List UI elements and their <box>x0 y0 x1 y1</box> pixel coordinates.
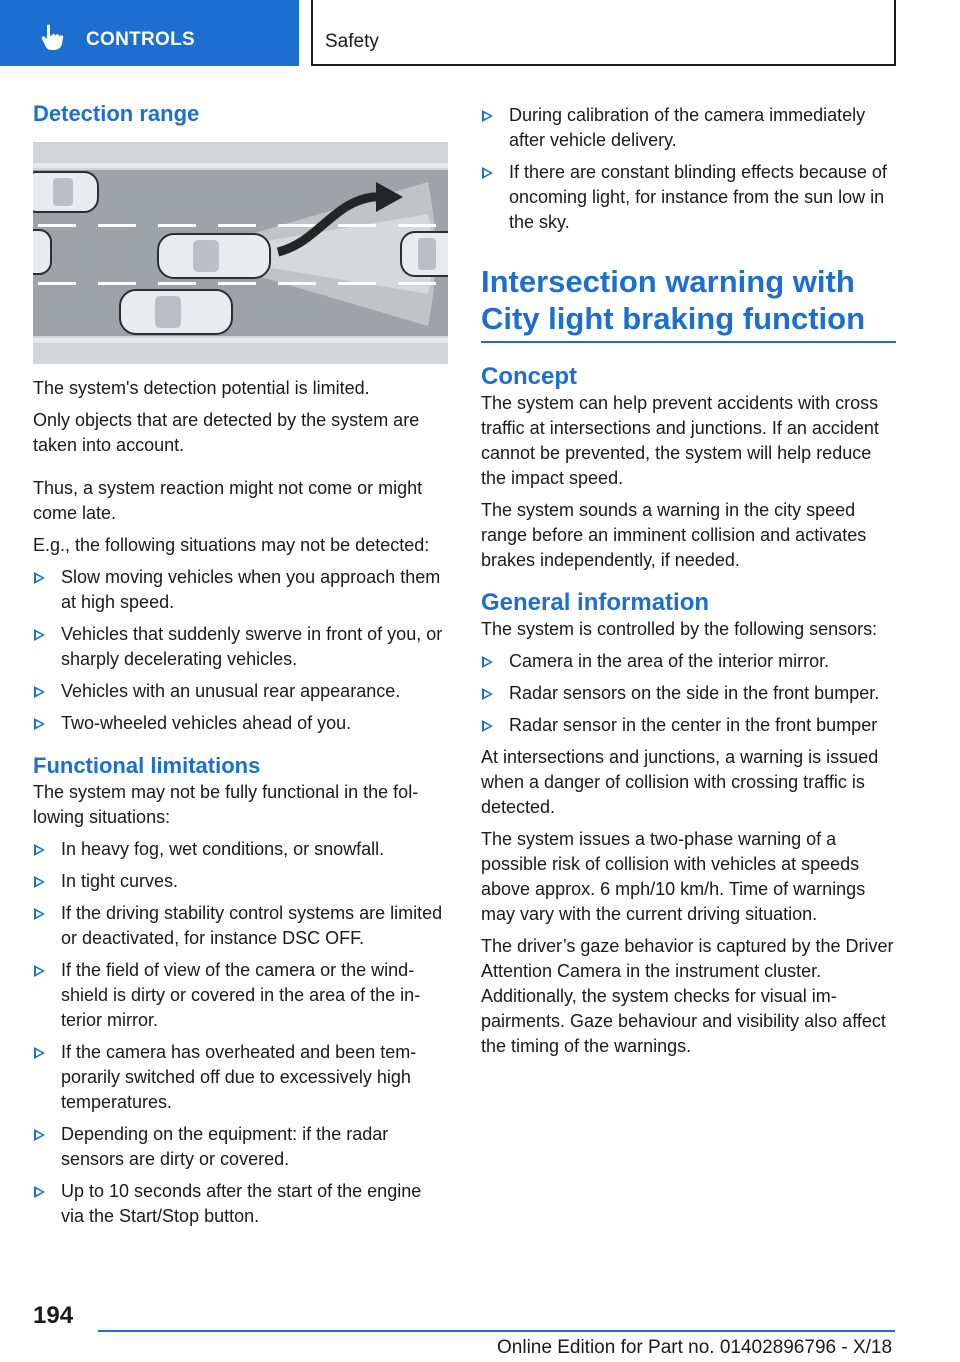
paragraph: Thus, a system reaction might not come or might come late. <box>33 478 423 523</box>
list-item: Depending on the equipment: if the radar sensors are dirty or covered. <box>33 1122 448 1172</box>
list-item: In tight curves. <box>33 869 448 894</box>
triangle-bullet-icon <box>34 965 45 977</box>
left-column <box>33 100 448 1236</box>
paragraph: E.g., the following situations may not be detected: <box>33 535 430 555</box>
list-item: In heavy fog, wet conditions, or snowfall. <box>33 837 448 862</box>
triangle-bullet-icon <box>34 572 45 584</box>
list-item: During calibration of the camera immediately after vehicle delivery. <box>481 103 896 153</box>
paragraph: The system can help prevent accidents with cross traffic at intersections and junctions. If an accident cannot be prevented, the system will help reduce the impact speed. <box>481 393 879 488</box>
paragraph: The system may not be fully functional in the following situations: <box>33 782 419 827</box>
triangle-bullet-icon <box>34 629 45 641</box>
chapter-tab[interactable] <box>0 0 299 66</box>
list-item: Slow moving vehicles when you approach them at high speed. <box>33 565 448 615</box>
list-item: Camera in the area of the interior mirror. <box>481 649 896 674</box>
triangle-bullet-icon <box>34 1047 45 1059</box>
triangle-bullet-icon <box>34 686 45 698</box>
list-item: If the driving stability control systems are limited or deactivated, for instance DSC OFF. <box>33 901 448 951</box>
paragraph: At intersections and junctions, a warning is issued when a danger of collision with crossing traffic is detected. <box>481 747 879 817</box>
paragraph: The system is controlled by the following sensors: <box>481 619 878 639</box>
list-sensors <box>481 649 896 738</box>
paragraph: The system's detection potential is limited. <box>33 378 370 398</box>
triangle-bullet-icon <box>34 718 45 730</box>
footer-rule <box>98 1330 895 1332</box>
header-divider <box>311 0 313 66</box>
section-title-rule <box>481 341 896 343</box>
triangle-bullet-icon <box>34 876 45 888</box>
list-functional-limitations-continued <box>481 103 896 235</box>
triangle-bullet-icon <box>34 844 45 856</box>
section-title: Intersection warning with City light braking function <box>481 264 866 336</box>
paragraph: The driver’s gaze behavior is captured by the Driver Attention Camera in the instrument cluster. Additionally, the system checks for visual impairments. Gaze behaviour and visibility also affect the timing of the warnings. <box>481 936 894 1056</box>
heading-detection-range: Detection range <box>33 101 200 126</box>
triangle-bullet-icon <box>482 656 493 668</box>
list-item: If there are constant blinding effects because of oncoming light, for instance from the sun low in the sky. <box>481 160 896 235</box>
hand-icon <box>38 22 68 52</box>
paragraph: Only objects that are detected by the system are taken into account. <box>33 410 420 455</box>
list-item: Two-wheeled vehicles ahead of you. <box>33 711 448 736</box>
header-right-edge <box>894 0 896 66</box>
list-functional-limitations <box>33 837 448 1229</box>
header-rule <box>311 64 896 66</box>
paragraph: The system issues a two-phase warning of a possible risk of collision with vehicles at speeds above approx. 6 mph/10 km/h. Time of warnings may vary with the current driving situation. <box>481 829 866 924</box>
list-item: Radar sensor in the center in the front bumper <box>481 713 896 738</box>
triangle-bullet-icon <box>34 1129 45 1141</box>
edition-text: Online Edition for Part no. 01402896796 - X/18 <box>497 1337 893 1358</box>
heading-general-information: General information <box>481 589 710 616</box>
section-label: Safety <box>325 31 379 52</box>
list-item: If the camera has overheated and been temporarily switched off due to excessively high temperatures. <box>33 1040 448 1115</box>
right-column <box>481 103 896 1066</box>
list-undetected-situations <box>33 565 448 736</box>
triangle-bullet-icon <box>34 1186 45 1198</box>
triangle-bullet-icon <box>482 688 493 700</box>
paragraph: The system sounds a warning in the city speed range before an imminent collision and activates brakes independently, if needed. <box>481 500 867 570</box>
chapter-label: CONTROLS <box>86 29 196 50</box>
list-item: Vehicles with an unusual rear appearance. <box>33 679 448 704</box>
triangle-bullet-icon <box>34 908 45 920</box>
list-item: If the field of view of the camera or the windshield is dirty or covered in the area of the interior mirror. <box>33 958 448 1033</box>
list-item: Radar sensors on the side in the front bumper. <box>481 681 896 706</box>
triangle-bullet-icon <box>482 720 493 732</box>
heading-functional-limitations: Functional limitations <box>33 753 261 778</box>
triangle-bullet-icon <box>482 167 493 179</box>
list-item: Vehicles that suddenly swerve in front of you, or sharply decelerating vehicles. <box>33 622 448 672</box>
page-number: 194 <box>33 1302 74 1329</box>
list-item: Up to 10 seconds after the start of the engine via the Start/Stop button. <box>33 1179 448 1229</box>
detection-range-illustration <box>33 142 448 364</box>
heading-concept: Concept <box>481 363 577 390</box>
triangle-bullet-icon <box>482 110 493 122</box>
